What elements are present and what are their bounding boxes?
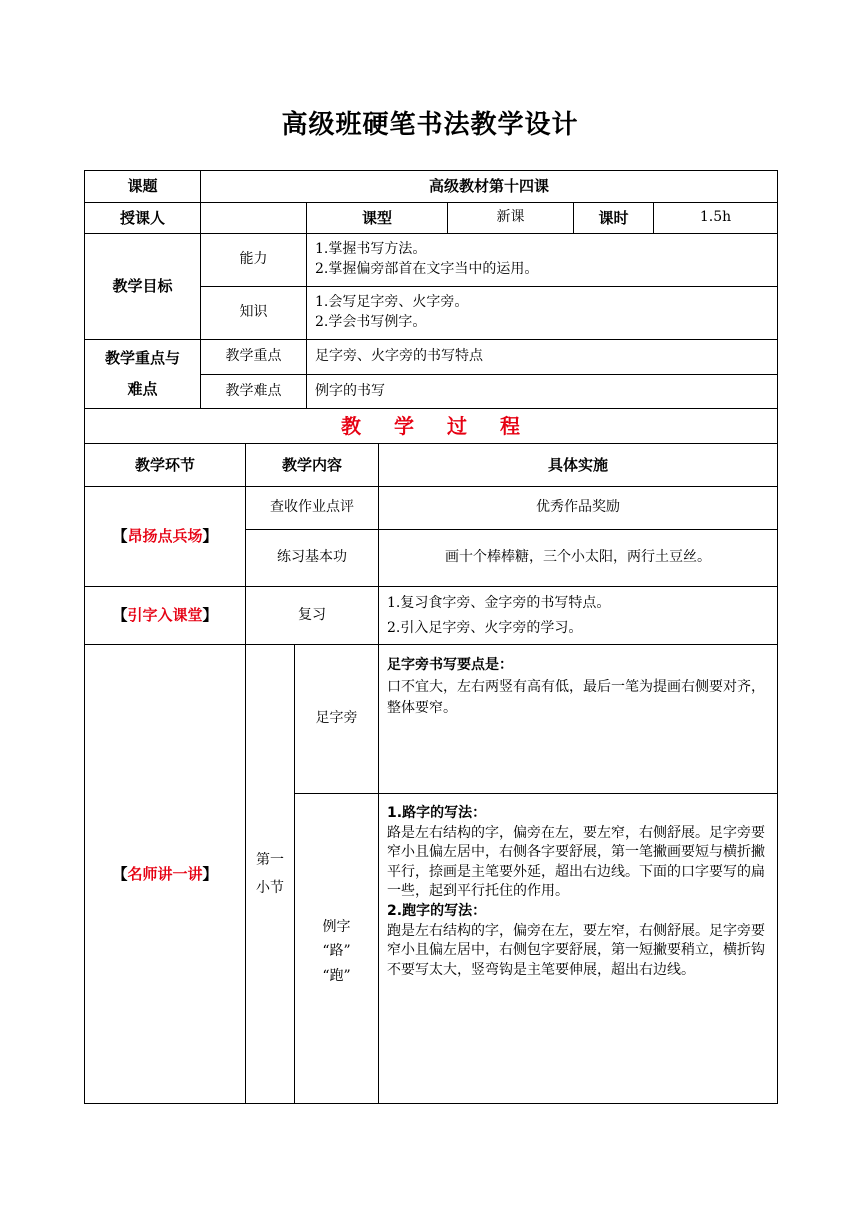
teacher-value (201, 203, 307, 234)
examples-label-line3: “跑” (322, 967, 351, 984)
section-label-line1: 第一 (256, 852, 284, 868)
column-header-content: 教学内容 (246, 444, 379, 487)
pao-heading: 2.跑字的写法： (387, 902, 487, 919)
examples-detail (379, 794, 778, 1104)
process-char: 学 (394, 414, 416, 438)
examples-label (295, 794, 379, 1104)
section-label (246, 645, 295, 1104)
detail-cell: 画十个棒棒糖，三个小太阳，两行土豆丝。 (379, 530, 778, 587)
process-char: 过 (447, 414, 469, 438)
detail-cell (379, 587, 778, 645)
topic-value: 高级教材第十四课 (201, 171, 778, 203)
stage-name-warmup (85, 487, 246, 587)
detail-item: 1.复习食字旁、金字旁的书写特点。 (387, 595, 611, 611)
document-title: 高级班硬笔书法教学设计 (281, 110, 579, 140)
key-points-label-line1: 教学重点与 (104, 348, 180, 367)
hours-value: 1.5h (654, 203, 778, 234)
focus-label: 教学重点 (201, 340, 307, 375)
difficulty-label: 教学难点 (201, 375, 307, 409)
column-header-detail: 具体实施 (379, 444, 778, 487)
process-char: 程 (500, 414, 522, 438)
lu-heading: 1.路字的写法： (387, 805, 487, 821)
examples-label-line2: “路” (322, 943, 351, 960)
bracket-open: 【 (112, 864, 128, 883)
content-cell: 复习 (246, 587, 379, 645)
knowledge-item: 2.学会书写例字。 (315, 314, 427, 330)
content-cell: 练习基本功 (246, 530, 379, 587)
detail-cell: 优秀作品奖励 (379, 487, 778, 530)
teacher-label: 授课人 (85, 203, 201, 234)
lesson-type-label: 课型 (307, 203, 448, 234)
ability-item: 1.掌握书写方法。 (315, 241, 427, 258)
section-label-line2: 小节 (256, 880, 284, 896)
stage-title: 引字入课堂 (127, 606, 203, 624)
stage-title: 名师讲一讲 (127, 864, 203, 883)
knowledge-items (307, 287, 778, 340)
stage-name-intro (85, 587, 246, 645)
process-heading (85, 409, 778, 444)
column-header-stage: 教学环节 (85, 444, 246, 487)
lesson-info-table (84, 170, 778, 444)
topic-label: 课题 (85, 171, 201, 203)
knowledge-label: 知识 (201, 287, 307, 340)
content-cell: 查收作业点评 (246, 487, 379, 530)
radical-heading: 足字旁书写要点是： (387, 657, 514, 673)
goals-label: 教学目标 (85, 234, 201, 340)
lu-text: 路是左右结构的字，偏旁在左，要左窄，右侧舒展。足字旁要窄小且偏左居中，右侧各字要舒展，第一笔撇画要短与横折撇平行，捺画是主笔要外延，超出右边线。下面的口字要写的扁一些，起到平行托住的作用。 (387, 824, 766, 900)
examples-label-line1: 例字 (322, 918, 351, 935)
ability-items (307, 234, 778, 287)
detail-item: 2.引入足字旁、火字旁的学习。 (387, 619, 583, 636)
ability-item: 2.掌握偏旁部首在文字当中的运用。 (315, 261, 539, 277)
pao-text: 跑是左右结构的字，偏旁在左，要左窄，右侧舒展。足字旁要窄小且偏左居中，右侧包字要舒展，第一短撇要稍立，横折钩不要写太大，竖弯钩是主笔要伸展，超出右边线。 (387, 922, 766, 978)
process-table (84, 443, 778, 1104)
bracket-close: 】 (202, 606, 218, 624)
lesson-type-value: 新课 (448, 203, 574, 234)
key-points-label-line2: 难点 (127, 380, 158, 398)
stage-name-lecture (85, 645, 246, 1104)
hours-label: 课时 (574, 203, 654, 234)
radical-detail (379, 645, 778, 794)
difficulty-value: 例字的书写 (307, 375, 778, 409)
bracket-open: 【 (112, 606, 128, 624)
process-char: 教 (341, 414, 363, 438)
bracket-close: 】 (202, 527, 218, 545)
bracket-open: 【 (112, 527, 128, 545)
focus-value: 足字旁、火字旁的书写特点 (307, 340, 778, 375)
radical-text: 口不宜大，左右两竖有高有低，最后一笔为提画右侧要对齐，整体要窄。 (387, 678, 766, 717)
stage-title: 昂扬点兵场 (127, 527, 203, 545)
ability-label: 能力 (201, 234, 307, 287)
key-points-label (85, 340, 201, 409)
radical-label: 足字旁 (295, 645, 379, 794)
knowledge-item: 1.会写足字旁、火字旁。 (315, 294, 469, 311)
bracket-close: 】 (202, 864, 218, 883)
